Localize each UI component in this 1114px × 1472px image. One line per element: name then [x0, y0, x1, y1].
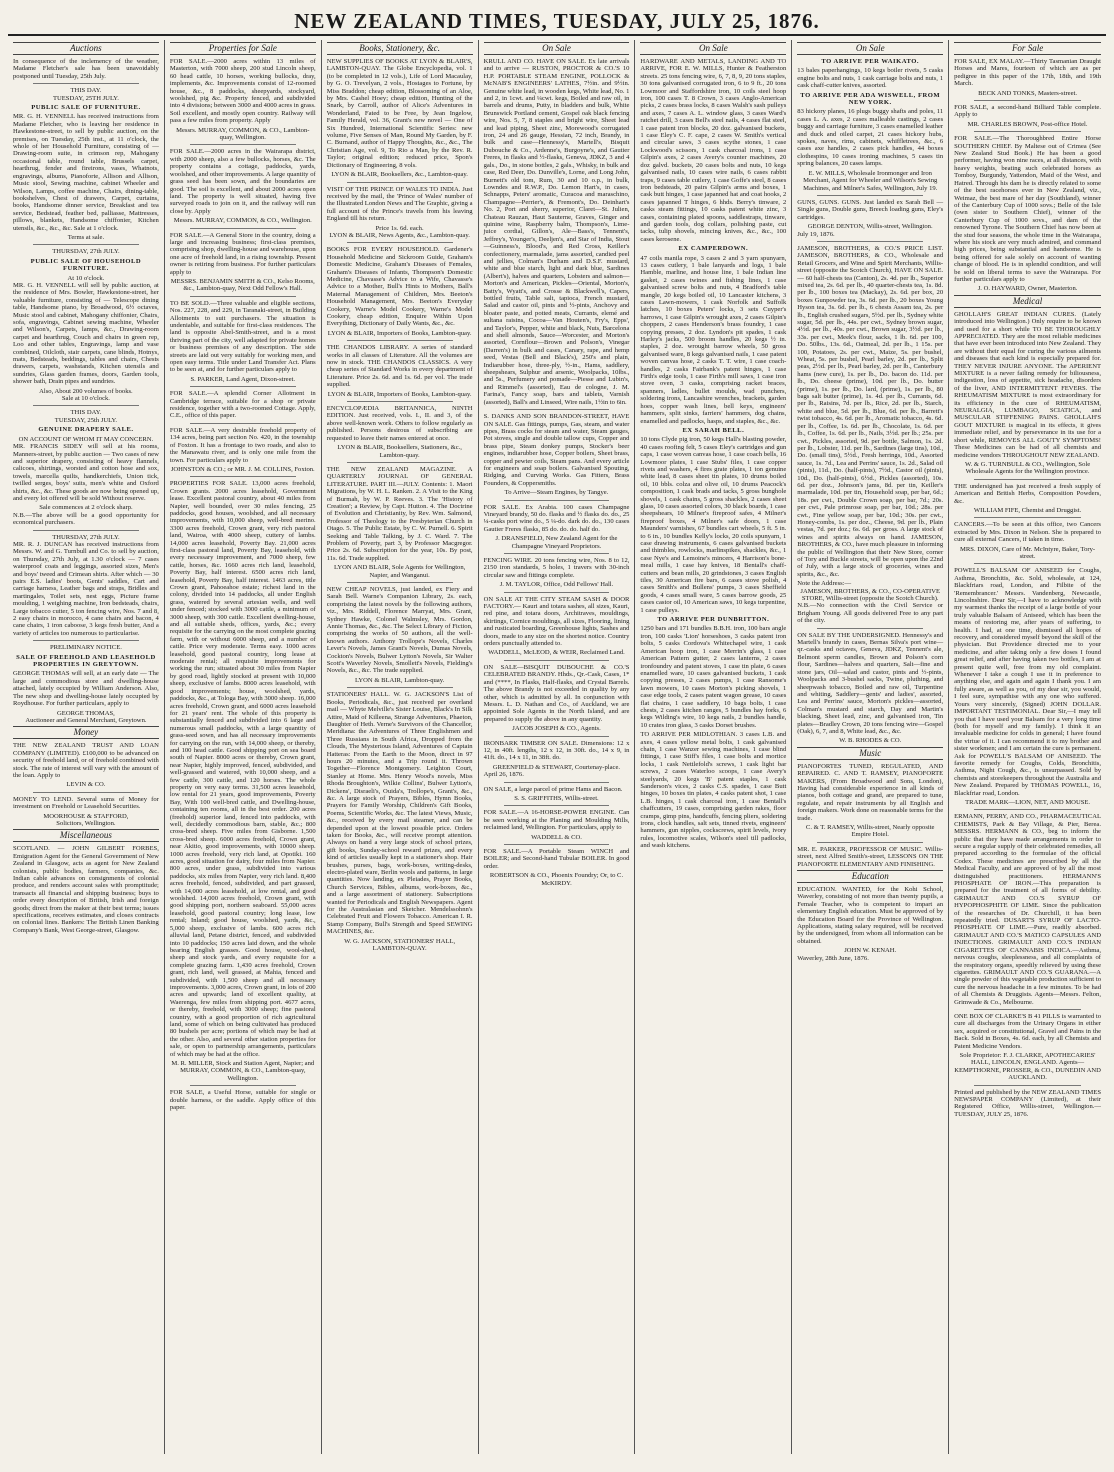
ad-heading: SALE OF FREEHOLD AND LEASEHOLD PROPERTIES IN GREYTOWN. [16, 653, 156, 669]
ad-household-books: BOOKS FOR EVERY HOUSEHOLD. Gardener's Household Medicine and Sickroom Guide, Graham's Domestic Medicine, Graham's Diseases of Females, Graham's Diseases of Infants, Thompson's Domestic Medicine, Chavasse's Advice to a Wife, Chavasse's Advice to a Mother, Bull's Hints to Mothers, Ball's Maternal Management of Children, Mrs. Beeton's Household Management, Mrs. Beeton's Everyday Cookery, Warne's Model Cookery, Warne's Model Cookery, cheap edition, Enquire Within Upon Everything, Dictionary of Daily Wants, &c., &c. [326, 246, 473, 328]
column-6 [792, 40, 949, 1454]
ad-furniture-sale: MR. G. H. VENNELL has received instructions from Madame Fletcher, who is leaving her residence in Hawkestone-street, to sell by public auction, on the premises, on Tuesday, 25th inst., at 11 o'clock, the whole of her Household Furniture, consisting of — Drawing-room suite, in crimson rep, Mahogany occasional table, round table, Brussels carpet, hearthrug, fender and fireirons, vases, Whatnots, engravings, albums, Pianoforte, Allison and Allison, Music stool, Sewing machine, cabinet Wheeler and Wilson, Lamps, coffee machine, Chairs, dining-table, bookshelves, Chest of drawers, Carpet, curtains, books, Handsome dinner service, Breakfast and tea service, Bedstead, feather bed, palliasse, Mattresses, pillows, blankets, Handsome chiffonier, Kitchen utensils, &c., &c., &c. Sale at 1 o'clock. [13, 113, 159, 232]
ad-chandos-library: THE CHANDOS LIBRARY. A series of standard works in all classes of Literature. All the volumes are now in stock. THE CHANDOS CLASSICS. A very cheap series of Standard Works in every department of Literature. Price 2s. 6d. and 1s. 6d. per vol. The trade supplied. [326, 344, 473, 389]
ad-sash-factory: ON SALE AT THE CITY STEAM SASH & DOOR FACTORY.— Kauri and totara sashes, all sizes, Kauri, red pine, and totara doors, Architraves, mouldings, skirtings, Cornice mouldings, all sizes, Flooring, lining and rusticated boarding, Greenhouse lights, Sashes and doors, made to any size on the shortest notice. Country orders punctually attended to. [483, 595, 630, 648]
ad-signature: J. DRANSFIELD, New Zealand Agent for the Champagne Vineyard Proprietors. [495, 535, 618, 550]
ad-signature: W. & G. TURNBULL & CO., Wellington, Sole Wholesale Agents for the Wellington province. [965, 460, 1091, 476]
ad-prince-of-wales: VISIT OF THE PRINCE OF WALES TO INDIA. Just received by the mail, the 'Prince of Wales' number of the Illustrated London News and The Graphic, giving a full account of the Prince's travels from his leaving England till his return. [326, 185, 473, 223]
ad-properties-list: PROPERTIES FOR SALE. 13,000 acres freehold, Crown grants. 2000 acres leasehold, Government lease. Excellent pastoral country, about 40 miles from Napier, well bounded, over 30 miles fencing, 25 paddocks, good houses, woolshed, and all necessary improvements, with 10,000 sheep, well-bred merino. 3300 acres freehold, Crown grant, very rich pastoral land, Wairoa, with 4000 sheep, cuttery of lambs. 14,000 acres leasehold, Poverty Bay. 21,000 acres first-class pastoral land, Poverty Bay, leasehold, with every necessary improvement, and 7000 sheep, few cattle, horses, &c. 1660 acres rich land, leasehold, Poverty Bay, half interest. 6500 acres rich land, leasehold, Poverty Bay, half interest. 1463 acres, title Crown grant, Pahoeahoe estate; richest land in the colony, divided into 14 paddocks, all under English grass, watered by several artesian wells, and well under fenced; stocked with 3000 cattle, a minimum of 3000 sheep, with 300 cattle. Excellent dwelling-house, and all suitable sheds, offices, yards, &c.; every requisite for the carrying on the most complete grazing farm, with or without 6000 sheep, and a number of cattle. Price very moderate. Terms easy. 1000 acres leasehold, good pastoral country, long lease at moderate rental; all requisite improvements for working the run; situated about 30 miles from Napier by good road, lightly stocked at present with 10,000 sheep, exclusive of lambs. 8000 acres leasehold, with good improvements; house, woolshed, yards, paddocks, &c., at Tologa Bay, with 3000 sheep. 16,000 acres freehold, Crown grant, and 6000 acres leasehold for 21 years' rent. The whole of this property is substantially fenced and subdivided into 6 large and numerous small paddocks, with a large quantity of grass-seed sown, and has all necessary improvements for carrying on the run, with 14,000 sheep, or thereby, and 100 head cattle. Good shipping port on sea board south of Napier. 8000 acres or thereby, Crown grant, near Napier, highly improved, fenced, subdivided, and well-grassed and watered, with 10,000 sheep, and a few cattle, 300 cattle, and 120 horses. The whole property on very easy terms. 31,500 acres leasehold, low rental for 21 years, good improvements, Poverty Bay, With 100 well-bred cattle, and Dwelling-house, containing ten rooms, all in the best order. 200 acres (freehold) superior land, fenced into paddocks, with well, decidedly commodious barn, stable, &c.; 800 cross-bred sheep. Five miles from Gisborne. 1,500 cross-bred sheep. 6000 acres freehold, Crown grant, near Akitio, good improvements, with 10000 sheep. 1000 acres freehold, very rich land, at Opotiki. 160 acres, good situation for dairy, four miles from Napier. 800 acres, under grass, subdivided into various paddocks, six miles from Napier, very rich land. 8,400 acres freehold, fenced, subdivided, and part grassed, with 14,000 acres leasehold, at low rental, and good woolshed. 14,000 acres freehold, Crown grant, with good shipping port, northern seaboard. 55,000 acres leasehold, good pastoral country; long lease, low rental; Inland; good house, woolshed, yards, &c., 5,000 sheep, exclusive of lambs. 600 acres rich alluvial land, Petane district, fenced, and subdivided into 10 paddocks; 150 acres laid down, and the whole bearing English grasses. Good house, wool-shed, sheep and stock yards, and every requisite for a complete grazing farm. 1,430 acres freehold, Crown grant, rich land, well grassed, at Mahia, fenced and subdivided, with 1,500 sheep and all necessary improvements. 3,000 acres, Crown grant, in lots of 200 acres and upwards; land of excellent quality, at Waerenga, few miles from shipping port. 4677 acres, or thereby, freehold, with 3000 sheep; fine pastoral country, with a good proportion of rich agricultural land, some of which on being cultivated has produced 80 bushels per acre; portions of which may be had at the other. Also, and several other station properties for sale, or open to partnership arrangements, particulars of which may be had at the office. [169, 480, 316, 1058]
ad-signature: M. R. MILLER, Stock and Station Agent, Napier; and MURRAY, COMMON, & CO., Lambton-quay, Wellington. [171, 1060, 315, 1082]
ad-trust-loan: THE NEW ZEALAND TRUST AND LOAN COMPANY (LIMITED). £100,000 to be advanced on security of freehold land, or of freehold combined with stock. The rate of interest will vary with the amount of the loan. Apply to [13, 742, 159, 779]
column-4 [479, 40, 636, 1454]
ad-greytown-sale: GEORGE THOMAS will sell, at an early date — The large and commodious store and dwelling-house attached, lately occupied by William Anderson. Also, The new shop and dwelling-house lately occupied by Roydhouse. For further particulars, apply to [13, 670, 159, 708]
ad-trade-mark: TRADE MARK—LION, NET, AND MOUSE. [965, 798, 1091, 806]
ad-scotland-agent: SCOTLAND. — JOHN GILBERT FORBES, Emigration Agent for the General Government of New Zealand in Glasgow, acts as agent for New Zealand colonists, public bodies, farmers, companies, &c. Indian cable advances on consignments of colonial produce, and renders account sales with promptitude; transacts all financial and shipping business; buys to order every description of British, Irish and foreign goods; direct from the maker at their best terms; issues specifications, receives estimates, and closes contracts on colonial lines. Bankers: The British Linen Banking Company's Bank, West George-street, Glasgow. [13, 845, 159, 934]
ad-stationers-hall: STATIONERS' HALL. W. G. JACKSON'S List of Books, Periodicals, &c., just received per overland mail — Whyte Melville's Sister Louise, Black's In Silk Attire, Maid of Killeena, Strange Adventures, Phaeton, Daughter of Heth. Verne's Survivors of the Chancellor, Meridiana: the Adventures of Three Englishmen and Three Russians in South Africa, Dropped from the Clouds, The Mysterious Island, Adventures of Captain Hatteras: From the Earth to the Moon, direct in 97 hours 20 minutes, and a Trip round it. Thrown Together—Florence Montgomery. Leighton Court, Stanley at Home. Mrs. Henry Wood's novels, Miss Rhoda Broughton's, Wilkie Collins', Bulwer Lytton's, Dickens', Disraeli's, Ouida's, Trollope's, Grant's, &c., &c. A large stock of Prayers, Bibles, Hymn Books, Prayers for Family Worship, Children's Gift Books, Poems, Scientific Works, &c. The latest Views, Music, &c., received by every mail steamer, and can be depended upon at the lowest possible price. Orders taken for Books, &c., will receive prompt attention. Always on hand a very large stock of school prizes, gift books, Sunday-school reward prizes, and every kind of articles usually kept in a stationer's shop. Hair brushes, purses, bags, work-boxes, writing-desks, electro-plated ware, Berlin wools and patterns, in large quantities. Now landing, ex Pleiades, Prayer Books, Church Services, Bibles, albums, work-boxes, &c., and a large assortment of stationery. Subscriptions wanted for Periodicals and English Newspapers. Agent for the Australasian and Sketcher. Mendelssohnn's Celebrated Fruit and Flowers Tobacco. American I. R. Stamp Company, Bull's Strength and Speed SEWING MACHINES, &c. [326, 691, 473, 936]
ad-signature: JOHNSTON & CO.; or MR. J. M. COLLINS, Foxton. [170, 465, 315, 473]
notice-date: TUESDAY, 25TH JULY. [52, 94, 119, 102]
ad-education: EDUCATION. WANTED, for the Kohi School, Waverley, consisting of not more than twenty pupils, a Female Teacher, who is competent to impart an elementary English education. Must be approved of by the Education Board for the Province of Wellington. Applications, stating salary required, will be received by the undersigned, from whom all information can be obtained. [797, 886, 944, 945]
ad-useful-horse: FOR SALE, a Useful Horse, suitable for single or double harness, or the saddle. Apply office of this paper. [169, 1089, 316, 1112]
ad-signature: W. G. JACKSON, STATIONERS' HALL, LAMBTON-QUAY. [344, 937, 456, 953]
ad-time: Sale commences at 2 o'clock sharp. [39, 504, 133, 512]
ad-signature: LYON & BLAIR, Lambton-quay. [355, 676, 445, 684]
ad-signature: MR. CHARLES BROWN, Post-office Hotel. [967, 120, 1088, 128]
ad-signature: C. & T. RAMSEY, Willis-street, Nearly opposite Empire Hotel. [805, 824, 935, 839]
ad-signature: WADDELL & CO. [531, 833, 582, 841]
ad-postponement: In consequence of the inclemency of the weather, Madame Fletcher's sale has been unavoidably postponed until Tuesday, 25th July. [13, 58, 159, 80]
ad-signature: E. W. MILLS, Wholesale Ironmonger and Iron Merchant, Agent for Wheeler and Wilson's Sewing Machines, and Milner's Safes, Wellington, July 19. [803, 169, 938, 192]
ad-signature: WADDELL, McLEOD, & WEIR, Reclaimed Land. [488, 649, 625, 657]
section-on-sale: On Sale [484, 42, 630, 55]
ad-general-store: FOR SALE.—A General Store in the country, doing a large and increasing business; first-class premises, comprising shop, dwelling-house and warehouse, upon one acre of freehold land, in a rising township. Present owner is retiring from business. For further particulars apply to [169, 231, 316, 276]
section-for-sale: For Sale [954, 42, 1101, 55]
ad-cheap-novels: NEW CHEAP NOVELS, just landed, ex Fiery and Sarah Bell. Warne's Companion Library, 2s. each, comprising the latest novels by the following authors, viz., Mrs. Riddell, Florence Marryat, Mrs. Grant, Sydney Hawke, Colonel Walmsley, Mrs. Gordon, Annie Thomas, &c., &c. The Select Library of Fiction, comprising the works of 50 authors, all the well-known authors. Anthony Trollope's Novels, Charles Lever's Novels, James Grant's Novels, Dumas Novels, Cockton's Novels, Bulwer Lytton's Novels, Sir Walter Scott's Waverley Novels, Smollett's Novels, Fielding's Novels, &c., &c. The trade supplied. [326, 586, 473, 675]
column-1 [8, 40, 165, 1454]
ad-time: At 10 o'clock. [67, 274, 105, 282]
ad-ada-wiswell: 83 hickory planes, 16 plugs buggy shafts and poles, 11 cases L. A. axes, 2 cases malleable castings, 2 cases buggy and carriage furniture, 3 cases enamelled leather and duck and oiled carpet, 21 cases hickory hubs, spokes, naves, rims, cabinets, whiffletrees, &c., 6 cases axe handles, 2 cases pick handles, 44 boxes clothespins, 10 cases ironing machines, 5 cases tin spring balances, 20 cases lamps. [797, 108, 944, 168]
ad-southern-chief: FOR SALE.—The Thoroughbred Entire Horse SOUTHERN CHIEF. By Maltese out of Crimea (See New Zealand Stud Book.) He has been a good performer, having won nine races, at all distances, with heavy weights, beating such celebrated horses as Tomboy, Burgundy, Yattendon, Maid of the West, and Hatred. Through his dam he is directly related to some of the best racehorses ever in New Zealand, viz., Weimaz, the best mare of her day (Southland), winner of the Canterbury Cup of 1000 sovs.; Belle of the Isle (own sister to Southern Chief), winner of the Canterbury Cup of 1000 sovs., and dam of the renowned Tyrone. The Southern Chief has now been at the stud four seasons, the whole time in the Wairarapa, where his stock are very much admired, and command high prices, being substantial and handsome. He is being offered for sale solely on account of wanting change of blood. He is in splendid condition, and will be sold on liberal terms to save the Wairarapa. For further particulars apply to [954, 135, 1101, 283]
ad-signature: J. M. TAYLOR, Office, Odd Fellows' Hall. [499, 581, 614, 589]
ad-price: Price 1s. 6d. each. [375, 224, 424, 232]
ad-signature: Solicitors, Wellington. [56, 819, 116, 827]
notice-date: THURSDAY, 27th JULY. [52, 248, 120, 256]
ad-clarkes-pills: ONE BOX OF CLARKE'S B 41 PILLS is warranted to cure all discharges from the Urinary Organs in either sex, acquired or constitutional, Gravel and Pains in the Back. Sold in Boxes, 4s. 6d. each, by all Chemists and Patent Medicine Vendors. [954, 1012, 1101, 1050]
ad-heading: GENUINE DRAPERY SALE. [38, 426, 134, 434]
ad-billiard-table: FOR SALE, a second-hand Billiard Table complete. Apply to [954, 104, 1101, 119]
ad-heading: PUBLIC SALE OF FURNITURE. [31, 104, 141, 112]
ad-date: July 19, 1876. [797, 230, 835, 238]
ad-signature: MESSRS. BENJAMIN SMITH & CO., Kelso Rooms, &c., Lambton-quay, Next Odd Fellow's Hall. [170, 277, 315, 293]
ad-signature: GEORGE THOMAS, [57, 709, 115, 717]
section-books: Books, Stationery, &c. [327, 42, 473, 55]
section-medical: Medical [954, 295, 1101, 308]
ad-malay-horses: FOR SALE, EX MALAY.—Thirty Tasmanian Draught Horses and Mares, fourteen of which are as per pedigree in this paper of the 17th, 18th, and 19th March. [954, 58, 1101, 88]
ad-note: To Arrive—Steam Engines, by Tangye. [504, 489, 609, 497]
ad-signature: J. O. HAYWARD, Owner, Masterton. [977, 285, 1078, 293]
ad-hams: ON SALE, a large parcel of prime Hams and Bacon. [483, 785, 623, 793]
ad-signature: Messrs. MURRAY, COMMON, & CO., Lambton-quay, Wellington. [176, 126, 310, 142]
ad-herbs: THE undersigned has just received a fresh supply of American and British Herbs, Composition Powders, &c. [954, 482, 1101, 505]
section-education: Education [797, 870, 943, 883]
ad-signature: S. PARKER, Land Agent, Dixon-street. [190, 375, 296, 383]
ad-note: Note the Address:— [797, 580, 852, 588]
ad-property-wairarapa: FOR SALE.—2000 acres in the Wairarapa district, with 2000 sheep, also a few bullocks, horses, &c. The property contains a cottage, paddocks, yards, woolshed, and other improvements. A large quantity of grass seed has been sown, and the boundaries are good. The soil is excellent, and about 2000 acres open land. The property is well situated, having five surveyed roads to join on it, and the railway will run close by. Apply [169, 148, 316, 215]
ad-signature: LYON & BLAIR, Importers of Books, Lambton-quay. [327, 329, 472, 337]
columns [8, 40, 1106, 1454]
ad-signature: LYON & BLAIR, Booksellers, Stationers, &c., Lambton-quay. [337, 444, 462, 459]
ad-signature: JAMESON, BROTHERS, & CO., CO-OPERATIVE STORE, Willis-street (opposite the Scotch Church). [800, 587, 940, 603]
ad-hardware: HARDWARE AND METALS, LANDING AND TO ARRIVE, FOR E. W. MILLS, Hunter & Featherston streets. 25 tons fencing wire, 6, 7, 8, 9, 20 tons staples, 30 tons galvanised corrugated iron, 6 to 9 ft., 20 tons Lowmoor and Staffordshire iron, 10 coils steel hoop iron, 100 cases T. 8 Crown, 3 cases Anglo-American picks, 2 cases brass locks, 8 cases Walsh's sash pulleys and axes, 7 cases A. L. window glass, 3 cases Ward's ratchet drill, 3 cases Bell's steel nails, 4 cases flat steel, 1 case patent iron blocks, 20 doz. galvanised buckets, 1 case Eley's C. F. cape, 2 cases W. Smith's vertical and circular saws, 3 cases scythe stones, 1 case Lockwood's scissors, 1 cask charcoal irons, 1 case Gilpin's axes, 2 cases Avery's counter machines, 20 doz galvd. buckets, 20 cases bolts and nuts, 10 kegs galvanised nails, 10 cases wire nails, 6 cases rabbit traps, 9 cases table cutlery, 1 case Goffe's steel, 8 cases iron bedsteads, 20 pairs Gilpin's arms and boxes, 1 cask butt hinges, 1 case japanned hat and coat hooks, 2 cases japanned T hinges, 6 hhds. Berry's tinware, 2 casks steam fittings, 10 casks patent white zinc, 3 cases, containing plated spoons, saddlestraps, tinware, and garden tools, dog collars, polishing paste, cut tacks, tulip shovels, mincing knives, &c., &c., 100 cases kerosene. [640, 58, 787, 243]
notice-this-day: THIS DAY. [70, 87, 102, 95]
ad-signature: JACOB JOSEPH & CO., Agents. [512, 725, 601, 733]
ad-signature: LYON & BLAIR, Importers of Books, Lambton-quay. [327, 390, 472, 398]
ad-drapery-sale: MR. FRANCIS SIDEY will sell at his rooms, Manners-street, by public auction — Two cases of new and superior drapery, consisting of heavy flannels, calicoes, shirtings, worsted and cotton hose and sox, towels, marcella quilts, handkerchiefs, Union tick, twilled serges, boys' suits, men's white and Oxford shirts, &c., &c. These goods are now being opened up, and every lot offered will be sold Without reserve. [13, 443, 159, 502]
printer-imprint: Printed and published by the NEW ZEALAND TIMES NEWSPAPER COMPANY (Limited), at their Registered Office, Willis-street, Wellington.—TUESDAY, JULY 25, 1876. [954, 1088, 1101, 1118]
section-on-sale: On Sale [640, 42, 786, 55]
ad-signature: MRS. DIXON, Care of Mr. McIntyre, Baker, Tory-street. [960, 545, 1096, 560]
ad-heading: PRELIMINARY NOTICE. [49, 644, 122, 652]
ad-date: April 26, 1876. [483, 771, 524, 779]
ad-encyclopaedia: ENCYCLOPÆDIA BRITANNICA, NINTH EDITION. Just received, vols. I., II. and 3, of the above well-known work. Others to follow regularly as published. Persons desirous of subscribing are requested to leave their names entered at once. [326, 405, 473, 442]
section-music: Music [797, 747, 943, 760]
ad-nz-magazine: THE NEW ZEALAND MAGAZINE. A QUARTERLY JOURNAL OF GENERAL LITERATURE. PART III.—JULY. Contents: 1. Maori Migrations, by W. H. L. Ranken. 2. A Visit to the King of Burmah, by W. P. Reeves. 3. The 'History of Creation'; a Review, by Capt. Hutton. 4. The Doctrine of Evolution and Christianity, by Rev. Wm. Salmond, Professor of Theology to the Presbyterian Church in Otago. 5. The Public Estate, by C. W. Purnell. 6. Spirit Seeking and Table Talking, by J. C. Ward. 7. The Problem of Poverty, part 3, by Professor Macgregor. Price 2s. 6d. Subscription for the year, 10s. By post, 11s. 6d. Trade supplied. [326, 465, 473, 562]
ad-heading: TO ARRIVE PER WAIKATO. [821, 58, 920, 65]
ad-waikato: 13 bales paperhangings, 10 kegs boiler rivets, 5 casks engine bolts and nuts, 1 cask carriage bolts and nuts, 1 cask chaff-cutter knives, assorted. [797, 67, 944, 90]
ad-note: N.B.—No connection with the Civil Service or Brigham Young. All goods delivered Free to any part of the city. [797, 602, 944, 625]
masthead: NEW ZEALAND TIMES, TUESDAY, JULY 25, 1876. [8, 8, 1106, 36]
section-on-sale: On Sale [797, 42, 943, 55]
ad-bisquit-brandy: ON SALE—BISQUIT DUBOUCHE & CO.'S CELEBRATED BRANDY. Hhds., Qr.-Cask, Cases, 1* and (****, In Flasks, Half-flasks, and Crystal Barrels. The above Brandy is not exceeded in quality by any other, which is admitted by all. In conjunction with Messrs. L. D. Nathan and Co., of Auckland, we are appointed Sole Agents in the North Island, and are prepared to supply the above in any quantity. [483, 663, 630, 723]
ad-signature: JOHN W. KENAH. [844, 947, 897, 955]
ad-signature: W. B. RHODES & CO. [839, 737, 902, 745]
ad-cancers: CANCERS.—To be seen at this office, two Cancers extracted by Mrs. Dixon in Nelson. She is prepared to cure all external Cancers, if taken in time. [954, 521, 1101, 544]
ad-money-to-lend: MONEY TO LEND. Several sums of Money for investment on Freehold or Leasehold Securities. [13, 795, 159, 811]
ad-camperdown: 47 coils manila rope, 3 cases 2 and 3 yarn spunyarn, 13 cases cutlery, 1 bale lanyards and logs, 1 bale Hamble, marline, and house line, 1 bale Indian line gasket, 2 cases twines and fishing lines, 1 case galvanised screw bolts and nuts, 4 Bradford's table mangle, 20 kegs boiled oil, 10 Lancaster kitchens, 3 cases Lawn-mowers, 1 cask Norfolk and Suffolk latches, 10 boxes Peters' locks, 3 sets Cuyper's harrows, 1 case Gilpin's wrought axes, 2 cases Gilpin's choppers, 2 cases Henderson's brass foundry, 1 case copying presses, 2 doz. Lyndon's pit spades, 1 cask Harley's jacks, 500 broom handles, 20 kegs ½ in. staples, 2 doz. wrought barrow wheels, 50 gross galvanised ware, 8 kegs galvanised nails, 1 case patent woven canvas hose, 2 casks T. T. wire, 1 case coach-handles, 2 casks Fairbank's patent hinges, 1 case Firth's edge tools, 1 case Firth's mill saws, 1 case iron stove oven, 3 casks, comprising racket braces, spanners, ladles, bullet moulds, wad punchers, soldering irons, Lancashire wrenches, brackets, garden hoes, copper wash lines, bell keys, engineers' hammers, split sinks, farriers' hammers, dog chains, enamelled and padlocks, hasps, and staples, &c., &c. [640, 254, 787, 425]
ad-new-books: NEW SUPPLIES OF BOOKS AT LYON & BLAIR'S, LAMBTON-QUAY. The Globe Encyclopedia, vol. 1 (to be completed in 12 vols.), Life of Lord Macaulay, by G. O. Trevelyan, 2 vols., Hostages to Fortune, by Miss Braddon; cheap edition, Blossoming of an Aloe, by Mrs. Cashel Hoey; cheap edition, Hunting of the Snark, by Carroll, author of Alice's Adventures in Wonderland, Fated to be Free, by Jean Ingelow, Family Herald, vol. 36, Grant's new novel — One of Six Hundred, International Scientific Series: new volume, Five Senses of Man, Round My Garden, by F. C. Burnand, author of Happy Thoughts, &c., &c., The Christian Age, vol. 9, To Rio a Man, by the Rev. R. Taylor; original edition; reduced price, Spon's Dictionary of Engineering, 8 vols. [326, 58, 473, 169]
ad-heading: TO ARRIVE PER DUNBRITTON. [657, 616, 770, 624]
ad-signature: BECK AND TONKS, Masters-street. [978, 89, 1077, 97]
ad-signature: LYON AND BLAIR, Sole Agents for Wellington, Napier, and Wanganui. [333, 564, 466, 579]
ad-undersigned: ON SALE BY THE UNDERSIGNED. Hennessy's and Martell's brandy in cases, Bernas Silva's port wine—qr.-casks and octaves, Geneva, JDKZ, Tennent's ale, Belmont sperm candles, Brown and Polson's corn flour, Sardines—halves and quarters, Salt—fine and stone jars, Oil—salad and castor, pints and ½-pints, Woolpacks and 3-bushel sacks, Twine, pluthing, and sheepwash tobacco, Boiled and raw oil, Turpentine and whiting, Saddlery—gents' and ladies', assorted, Lea and Perrins' sauce, Morton's pickles—assorted, Colman's mustard and starch, Day and Martin's blacking, Sheet lead, zinc, and galvanised iron, Tin plates—Bradley Crown, 20 tons fencing wire—Gospel (Oak), 6, 7, and 8, White lead, &c., &c. [797, 631, 944, 735]
ad-signature: LEVIN & CO. [66, 781, 106, 789]
notice-date: THURSDAY, 27th JULY. [52, 533, 120, 541]
ad-hermann: ERMANN, PERRY, AND CO., PHARMACEUTICAL CHEMISTS, Park & Bay Village, & Pier, Berea. MESSRS. HERMANN & CO., beg to inform the public that they have made arrangements in order to secure a regular supply of their celebrated remedies, all prepared according to the formulae of the official Codex. These medicines are prescribed by all the Medical Faculty, and are approved of by all the most distinguished practitioners. HERMANN'S PHOSPHATE OF IRON.—This preparation is prepared for the treatment of all forms of debility. GRIMAULT AND CO.'S SYRUP OF HYPOPHOSPHITE OF LIME. Since the publication of the researches of Dr. Churchill, it has been repeatedly tried. DUSART'S SYRUP OF LACTO-PHOSPHATE OF LIME.—Pure, readily absorbed. GRIMAULT AND CO.'S MATICO CAPSULES AND INJECTIONS. GRIMAULT AND CO.'S INDIAN CIGARETTES OF CANNABIS INDICA.—Asthma, nervous coughs, sleeplessness, and all complaints of the respiratory organs, speedily relieved by using these cigarettes. GRIMAULT AND CO.'S GUARANA.—A single powder of this vegetable production sufficient to cure the nervous headache in a few minutes. To be had of all Chemists & Druggists. Agents—Messrs. Felton, Grimwade & Co., Melbourne. [954, 813, 1101, 1006]
ad-danks: S. DANKS AND SON BRANDON-STREET, HAVE ON SALE. Gas fittings, pumps, Gas, steam, and water pipes, Brass cocks for steam and water, Steam gauges, Pot stoves, single and double tallow cups, Copper and brass pipe, Steam donkey pumps, Stocker's beer engines, indiarubber hose, Copper boilers, Sheet brass, copper and pewter coils, Steam pans. And every article for engineers and soap boilers. Galvanised Spouting, Ridging, and Curving Works. Gas Fitters, Brass Founders, & Coppersmiths. [483, 413, 630, 487]
ad-signature: LYON & BLAIR, News Agents, &c., Lambton-quay. [329, 231, 470, 239]
section-auctions: Auctions [13, 42, 159, 55]
ad-dunbritton: 1250 bars and 171 bundles B.B.H. iron, 100 bars angle iron, 100 casks 'Lion' horseshoes, 3 casks patent iron bolts, 5 casks Cordova's Whitechapel wire, 1 cask American hoop iron, 1 case Merrin's glass, 1 case American Pattern gutter, 2 cases lanterns, 2 cases ironfoundry and patent stoves, 1 case tin plate, 6 cases enamelled ware, 10 cases galvanised buckets, 1 cask copying presses, 2 cases pumps, 1 case Ransome's lawn mowers, 10 cases Morton's picking shovels, 1 case edge tools, 2 cases patent wagon grease, 10 cases flat chains, 1 case saddlery, 10 bags bolts, 1 case chests, 2 cases kitchen ranges, 5 bundles hay forks, 6 kegs Wilding's wire, 10 kegs nails, 2 bundles handle, 10 crates iron glass, 3 casks Dorset brushes. [640, 625, 787, 729]
ad-midlothian: TO ARRIVE PER MIDLOTHIAN. 3 cases L.B. and axes, 4 cases yellow metal bolts, 1 cask galvanised chain, 1 case Wanzer sewing machines, 1 case blind fittings, 1 case Stiff's files, 1 case bolts and mortice locks, 1 cask Nettlefold's screws, 1 cask light bar screws, 2 cases Waterloo scoops, 1 case Avery's steelyards, 20 kegs 'B' patent staples, 1 cask Sanderson's vices, 2 casks C.S. spades, 1 case Butt hinges, 10 boxes tin plates, 4 casks patent shot, 1 case L.B. hinges, 1 cask charcoal iron, 1 case Bentall's chaffcutters, 19 cases, comprising garden rakes, floor cramps, gimp pins, handcuffs, fencing pliers, soldering irons, clock handles, salt sets, tinned rivets, engineers' hammers, gun nipples, cockscrews, spirit levels, ivory rules, locomotive scales, Wilson's steel till padlocks, and wash kitchens. [640, 731, 787, 850]
ad-note: N.B.—The above will be a good opportunity for economical purchasers. [13, 511, 159, 527]
ad-household-sale: MR. G. H. VENNELL will sell by public auction, at the residence of Mrs. Bowler, Hawkestone-street, her valuable furniture, consisting of — Telescope dining table, Handsome piano, by Broadwood, 6½ octaves, Music stool and cabinet, Mahogany chiffonier, Chairs, sofa, engravings, Cabinet sewing machine, Wheeler and Wilson's, Carpets, lamps, &c., Drawing-room carpet and hearthrug, Couch and chairs in green rep, Loo and other tables, Engravings, lamp and vase combined, Oilcloth, stair carpets, cane blinds, Hotnys, mats, Bedsteads, beddings, tables and chairs, Chests drawers, carpets, washstands, Kitchen utensils and sundries, Glass garden frames, doors, Garden tools, shower bath, Drain pipes and sundries. [13, 281, 159, 386]
ad-heading: EX SARAH BELL. [682, 426, 745, 434]
column-7 [949, 40, 1106, 1454]
ad-parker: MR. E. PARKER, PROFESSOR OF MUSIC. Willis-street, next Alfred Smith's-street, LESSONS ON THE PIANOFORTE ELEMENTARY AND FINISHING. [797, 845, 944, 868]
ad-corner-allotment: FOR SALE.—A splendid Corner Allotment in Cambridge terrace, suitable for a shop or private residence, together with a two-roomed Cottage. Apply, C.E., office of this paper. [169, 390, 316, 420]
section-miscellaneous: Miscellaneous [13, 829, 159, 842]
ad-signature: ROBERTSON & CO., Phoenix Foundry; Or, to C. McKIRDY. [489, 872, 624, 887]
ad-heading: PUBLIC SALE OF HOUSEHOLD FURNITURE. [30, 257, 142, 273]
ad-signature: Auctioneer and General Merchant, Greytown. [25, 716, 147, 724]
ad-duncan-sale: MR. R. J. DUNCAN has received instructions from Messrs. W. and G. Turnbull and Co. to sell by auction, on Thursday, 27th July, at 1.30 o'clock — 7 cases waterproof coats and leggings, assorted sizes, Men's and boys' tweed and Crimean shirts. After which — 30 pairs E.S. ladies' boots, Gents' saddles, Cart and carriage harness, Leather bags and straps, Bridles and martingales, Toilet sets, nest eggs, Picture frame moulding, 1 weighing machine, Iron bedsteads, chairs, Large tobacco cutter, 5 ton fencing wire, Nos. 7 and 8, 2 easy chairs in morocco, 4 cane chairs and bacon, 4 cane chairs, 1 iron caboose, 3 kegs fresh butter, And a variety of articles too numerous to particularise. [13, 540, 159, 637]
ad-ghollah: GHOLLAH'S GREAT INDIAN CURES. (Lately introduced into Wellington.) Only require to be known and used for a short while TO BE THOROUGHLY APPRECIATED. They are the most reliable medicines that have ever been introduced into New Zealand. They are without their equal for curing the various ailments and diseases that each kind is especially prepared for. THEY NEVER INJURE ANYONE. The APERIENT MIXTURE is a never failing remedy for biliousness, indigestion, loss of appetite, sick headache, disorders of the liver, AND INTERMITTENT FEVERS. The RHEUMATISM MIXTURE is most extraordinary for its efficiency in the cure of RHEUMATISM, NEURALGIA, LUMBAGO, SCIATICA, and MUSCULAR STIFFENING PAINS. GHOLLAH'S GOUT MIXTURE is magical in its effects, it gives immediate relief, and by perseverance in its use for a short while, REMOVES ALL GOUTY SYMPTOMS! These Medicines can be had of all chemists and medicine vendors THROUGHOUT NEW ZEALAND. [954, 310, 1101, 459]
notice-this-day: THIS DAY. [70, 409, 102, 417]
ad-krull: KRULL AND CO. HAVE ON SALE. Ex late arrivals and to arrive — RUSTON, PROCTOR & CO.'S 10 H.P. PORTABLE STEAM ENGINE, POLLOCK & McNAB'S ENGINEERS' LATHES, 7½in. and 9½in. Genuine white lead, in wooden kegs, White lead, No. 1 and 2, in 1cwt. and ¼cwt. kegs, Boiled and raw oil, in barrels and drums, Putty, in bladders and bulk, White Brunswick Portland cement, Gospel oak black fencing wire, Nos. 5, 7, 8 staples and bright wire, Sheet lead and lead piping, Sheet zinc, Morewood's corrugated iron, 24 and 26 gauge, Hessian, 72 inch, Brandy, in bulk and case—Hennessy's, Martell's, Bisquit Dubouche & Co., Ardenne's, Burgoyne's, and Gautier Freres, in flasks and ½-flasks, Geneva, JDKZ, 3 and 4 gals., Do., in stone bottles, 2 gals., Whisky, in bulk and case, Red Deer, Do. Dunville's, Lorne, and Long John, Burnett's old tom, Rum, 30 and 10 o.p., in bulk, Lowndes and R.W.P., Do. Lemon Hart's, in cases, Schnapps, Peters' aromatic, Curacoa and maraschino, Champagne—Perrier's, & Fremont's, Do. Deinhart's No. 2, Port and sherry, superior, Claret—St. Julien, Chateau Rauzan, Haut Sauterne, Graves, Ginger and quinine wine, Raspberry balm, Thompson's, Lime-juice cordial, Gillon's, Ale—Bass's, Tennent's, Jeffrey's, Younger's, Deeljen's, and Star of India, Stout—Guinness's, Blood's, and Red Cross, Keiller's confectionery, marmalade, jams assorted, candied peel and jellies, Colman's Durham and D.S.F. mustard, white and blue starch, light and dark blue, Sardines (Albert's), halves and quarters, Lobsters and salmon—Morton's and American, Pickles—Oriental, Morton's, Batty's, Wyatt's, and Crosse & Blackwell's, Capers, bottled fruits, Table salt, tapioca, French mustard, Salad and castor oil, pints and ½-pints, Anchovy and bloater paste, and potted meats, Currants, elemé and sultana raisins, Cocoa—Van Houten's, Fry's, Epps', and Taylor's, Pepper, white and black, Nuts, Barcelona and shell almonds, Sauce—Worcester, and Morton's assorted, Cornflour—Brown and Polson's, Vinegar (Darren's) in bulk and cases, Canary, rape, and hemp seed, Vestas (Bell and Black's), 250's and plain, Indiarubber hose, three-ply, ½-in., Hams, saddlery, sheepshears, Sulphur and arsenic, Woolpacks, 10lbs., and 5s., Perfumery and pomade—Piesse and Lubin's, and Rimmel's (assorted), Eau de cologne, J. M. Farina's, Fancy soap, bars and tablets, Varnish (assorted), Ball's and Linseed, Wire nails, 1½in to 6in. [483, 58, 630, 406]
ad-foxton-property: FOR SALE.—A very desirable freehold property of 134 acres, being part section No. 420, in the township of Foxton. It has a frontage to two roads, and also to the Manawatu river, and is only one mile from the town. For particulars apply to [169, 426, 316, 464]
ad-signature: WILLIAM FIFE, Chemist and Druggist. [973, 506, 1082, 514]
ad-date: Waverley, 28th June, 1876. [797, 954, 869, 962]
notice-date: TUESDAY, 25th JULY. [54, 416, 118, 424]
ad-winch: FOR SALE.—A Portable Steam WINCH and BOILER; and Second-hand Tubular BOILER. In good order. [483, 848, 630, 870]
ad-fencing-wire: FENCING WIRE. 20 tons fencing wire, Nos. 8 to 12, 2150 iron standards, 5 holes, 1 travers with 30-inch circular saw and fittings complete. [483, 557, 630, 579]
ad-engine: FOR SALE.—A 16-HORSE-POWER ENGINE. Can be seen working at the Planing and Moulding Mills, reclaimed land, Wellington. For particulars, apply to [483, 809, 630, 832]
column-3 [322, 40, 479, 1454]
ad-heading: EX CAMPERDOWN. [678, 245, 749, 253]
section-money: Money [13, 726, 159, 739]
ad-signature: Sole Proprietor: F. J. CLARKE, APOTHECARIES' HALL, LINCOLN, ENGLAND. Agents— KEMPTHORNE, PROSSER, & CO., DUNEDIN AND AUCKLAND. [954, 1051, 1101, 1082]
ad-brandy: FOR SALE. Ex Arabia. 100 cases Champagne Vineyard brandy, 50 do. flasks and ½ flasks do. do., 25 ¼-casks port wine do., 5 ¼-do. dark do. do., 130 cases Gautier Freres flasks, 85 do. do. do. half do. [483, 503, 630, 533]
column-2 [165, 40, 322, 1454]
ad-pianofortes: PIANOFORTES TUNED, REGULATED, AND REPAIRED. C. AND T. RAMSEY, PIANOFORTE MAKERS, (From Broadwood and Sons, London), Having had considerable experience in all kinds of pianos, both cottage and grand, are prepared to tune, regulate, and repair instruments by all English and foreign makers. Work done on reasonable terms for the trade. [797, 762, 944, 822]
ad-signature: LYON & BLAIR, Booksellers, &c., Lambton-quay. [331, 171, 468, 179]
ad-jameson: JAMESON, BROTHERS, & CO.'S PRICE LIST. JAMESON, BROTHERS, & CO., Wholesale and Retail Grocers, and Wine and Spirit Merchants, Willis-street (opposite the Scotch Church), HAVE ON SALE.— 60 half-chests tea (Canton), 2s. 4d. per lb., Superior mixed tea, 2s. 6d. per lb., 40 quarter-chests tea, 1s. 8d. per lb., 100 boxes tea (Mackay), 2s. 6d. per box, 20 boxes Gunpowder tea, 3s. 6d. per lb., 20 boxes Young Hyson tea, 3s. 6d. per lb., 6 chests Assam tea, 2s. per lb., English crushed sugars, 5½d. per lb., Sydney white sugar, 5d. per lb., 44s. per cwt., Sydney brown sugar, 4½d. per lb., 40s. per cwt., Brown sugar, 3½d. per lb., 33s. per cwt., Meek's flour, sacks, 1 lb. 6d. per 100, Do. 50lbs., 13s. 6d., Oatmeal, 2d. per lb., 1 15s. per 100, Potatoes, 2s. per cwt., Maize, 5s. per bushel, Wheat, 5s. per bushel, Pearl barley, 2d. per lb., Split peas, 2½d. per lb., Pearl barley, 2d. per lb., Canterbury hams (new cure), 1s. per lb., Do. bacon do. 11d. per lb., Do. cheese (prime), 10d. per lb., Do. butter (prime), 1s. per lb., Do. lard, (prime), 1s. per lb., 80 bags salt butter (prime), 1s. 4d. per lb., Currants, 6d. per lb., Raisins, 7d. per lb., Rice, 2d. per lb., Starch, white and blue, 5d. per lb., Blue, 6d. per lb., Barrett's twist tobacco, 4s. 6d. per lb., Aromatic tobacco, 4s. 6d. per lb., Coffee, 1s. 6d. per lb., Chocolate, 1s. 6d. per lb., Coffee, 1s. 6d. per lb., Nails, 3½d. per lb.; 25s. per cwt., Pickles, assorted, 9d. per bottle, Salmon, 1s. 2d. per lb., Lobster, 11d. per lb., Sardines (large tins), 10d., Do. (small tins), 5½d., Fresh herrings, 10d., Assorted sauce, 1s. 7d., Lea and Perrins' sauce, 1s. 2d., Salad oil (pints), 11d., Do. (half-pints), 7½d., Castor oil (pints), 10d., Do. (half-pints), 6½d., Pickles (assorted), 10s. 6d. per doz., Johnson's jams, 8d. per tin, Keiller's marmalade, 10d. per tin, Household soap, per bar, 6d.; 18s. per cwt., Double Crown soap, per bar, 7d.; 20s. per cwt., Pale primrose soap, per bar, 10d.; 28s. per cwt., Fine yellow soap, per bar, 10d.; 30s. per cwt., Honey-combs, 1s. per doz., Cheese, 9d. per lb., Plain vestas, 7d. per doz.; 6s. 6d. per gross. A large stock of wines and spirits always on hand. JAMESON, BROTHERS, & CO., have much pleasure in informing the public of Wellington that their New Store, corner of Tory and Buckle streets, will be open upon the 22nd of July, with a large stock of groceries, wines and spirits, &c., &c. [797, 244, 944, 578]
column-5 [635, 40, 792, 1454]
ad-property-masterton: FOR SALE.—2000 acres within 13 miles of Masterton, with 7000 sheep, 200 stud Lincoln sheep, 60 head cattle, 10 horses, working bullocks, dray, implements, &c. Improvements consist of 12-roomed house, &c., 8 paddocks, sheepyards, stockyard, woolshed, pig &c. Property fenced, and subdivided into 4 divisions; between 3000 and 4000 acres in grass. Soil excellent, and mostly open country. Railway will pass a few miles from property. Apply [169, 58, 316, 125]
ad-powells-balsam: POWELL'S BALSAM OF ANISEED for Coughs, Asthma, Bronchitis, &c. Sold, wholesale, at 124, Blackfriars road, London, and Filbite of the 'Remembrancer.' Messrs. Vandenberg, Newcastle, Lincolnshire. Dear Sir,—I have to acknowledge with my warmest thanks the receipt of a large bottle of your truly valuable Balsam of Aniseed, which has been the means of restoring me, after years of suffering, to health. I had, at one time, dismissed all hopes of recovery, and considered myself beyond the skill of the physician. But Providence directed me to your medicine, and after taking only a few doses I found great relief, and after having taken two bottles, I am at present quite well, free from my old complaint. Whenever I take a cough I use it in preference to anything else, and again and again I thank you. I am fully aware, as well as you, of my dear sir, you would, I feel sure, sympathise with any one who suffered. Yours very sincerely, (Signed) JOHN DOLLAR. IMPORTANT TESTIMONIAL. Dear Sir,—I may tell you that I have used your Balsam for a very long time (both for myself and my family). I think it an invaluable medicine for colds in general; I have found the virtue of it. I can recommend it to my brother and sister workmen; and I am certain the cure is permanent. Ask for POWELL'S BALSAM OF ANISEED. The favorite remedy for Coughs, Colds, Bronchitis, Asthma, Night Cough, &c., is unsurpassed. Sold by chemists and storekeepers throughout the Australia and New Zealand. Prepared by THOMAS POWELL, 16, Blackfriar road, London. [954, 567, 1101, 797]
ad-signature: S. S. GRIFFITHS, Willis-street. [514, 794, 599, 802]
ad-also: Also, About 200 volumes of books. [39, 387, 133, 395]
ad-time: Sale at 10 o'clock. [61, 395, 110, 403]
section-properties: Properties for Sale [170, 42, 316, 55]
ad-subheading: ON ACCOUNT OF WHOM IT MAY CONCERN. [18, 435, 154, 443]
ad-signature: GREENFIELD & STEWART, Courtenay-place. [492, 763, 621, 771]
ad-signature: GEORGE DENTON, Willis-street, Wellington. [807, 223, 933, 231]
ad-ironbark: IRONBARK TIMBER ON SALE. Dimensions: 12 x 12, in 40ft. lengths, 12 x 12, in 30ft. do., 14 x 9, in 41ft. do., 14 x 11, in 38ft. do. [483, 739, 630, 762]
ad-signature: MOORHOUSE & STAFFORD, [43, 812, 129, 820]
ad-heading: TO ARRIVE PER ADA WISWELL, FROM NEW YORK. [800, 91, 941, 107]
ad-signature: Messrs. MURRAY, COMMON, & CO., Wellington. [173, 217, 312, 225]
ad-sarah-bell: 10 tons Clyde pig iron, 50 kegs Hall's blasting powder, 40 cases roofing felt, 5 cases Eley's cartridges and gun caps, 1 case woven canvas hose, 1 case coach bells, 16 Lowmoor plates, 1 case Stubs' files, 1 case copper rivets and washers, 4 fires grate plates, 1 ton genuine white lead, 8 cases sheet tin plates, 10 drums boiled oil, 10 bbls. colza and olive oil, 10 drums Peacock's composition, 1 cask brads and tacks, 5 gross bunghole shovels, 1 cask chains, 5 gross shackles, 2 cases sheet glass, 10 cases assorted colors, 30 black boards, 1 case sheepshears, 10 Milner's fireproof safes, 4 Milner's fireproof boxes, 4 Milner's safe doors, 1 case Maunders' varnishes, 67 bundles cart wheels, 5 ft. 5 in. to 6 in., 10 bundles Kelly's locks, 20 coils spunyarn, 1 case drawing instruments, 6 cases galvanised buckets and thimbles, rowlocks, marlinspikes, shackles, &c., 1 case Nye's and Lemoine's mincers, 4 Harrison's bone-meal mills, 1 case hay knives, 18 Bentall's chaff-cutters and bean mills, 20 grindstones, 3 cases English tiles, 30 American fire bars, 6 cases stove polish, 4 cases Smith's and Bullens' pumps, 3 cases Sheffield goods, 4 cases small ware, 5 cases barrow goods, 25 cases castor oil, 10 American saws, 10 kegs turpentine, 1 case pulleys. [640, 436, 787, 614]
ad-taranaki-sections: TO BE SOLD.—Three valuable and eligible sections, Nos. 227, 228, and 229, in Taranaki-street, in Building Allotments to suit purchasers. The situation is undeniable, and suitable for first-class residences. The land is opposite Abel-Smith-street, and is a most thriving part of the city, well adapted for private homes or business premises of any description. The side streets are laid out very suitably for working men, and open easy terms. Title under Land Transfer Act. Plans to be seen at, and for further particulars apply to [169, 299, 316, 374]
ad-terms: Terms at sale. [67, 233, 105, 241]
ad-guns: GUNS, GUNS. GUNS. Just landed ex Sarah Bell — Single guns, Double guns, Breech loading guns, Eley's cartridges. [797, 198, 944, 221]
